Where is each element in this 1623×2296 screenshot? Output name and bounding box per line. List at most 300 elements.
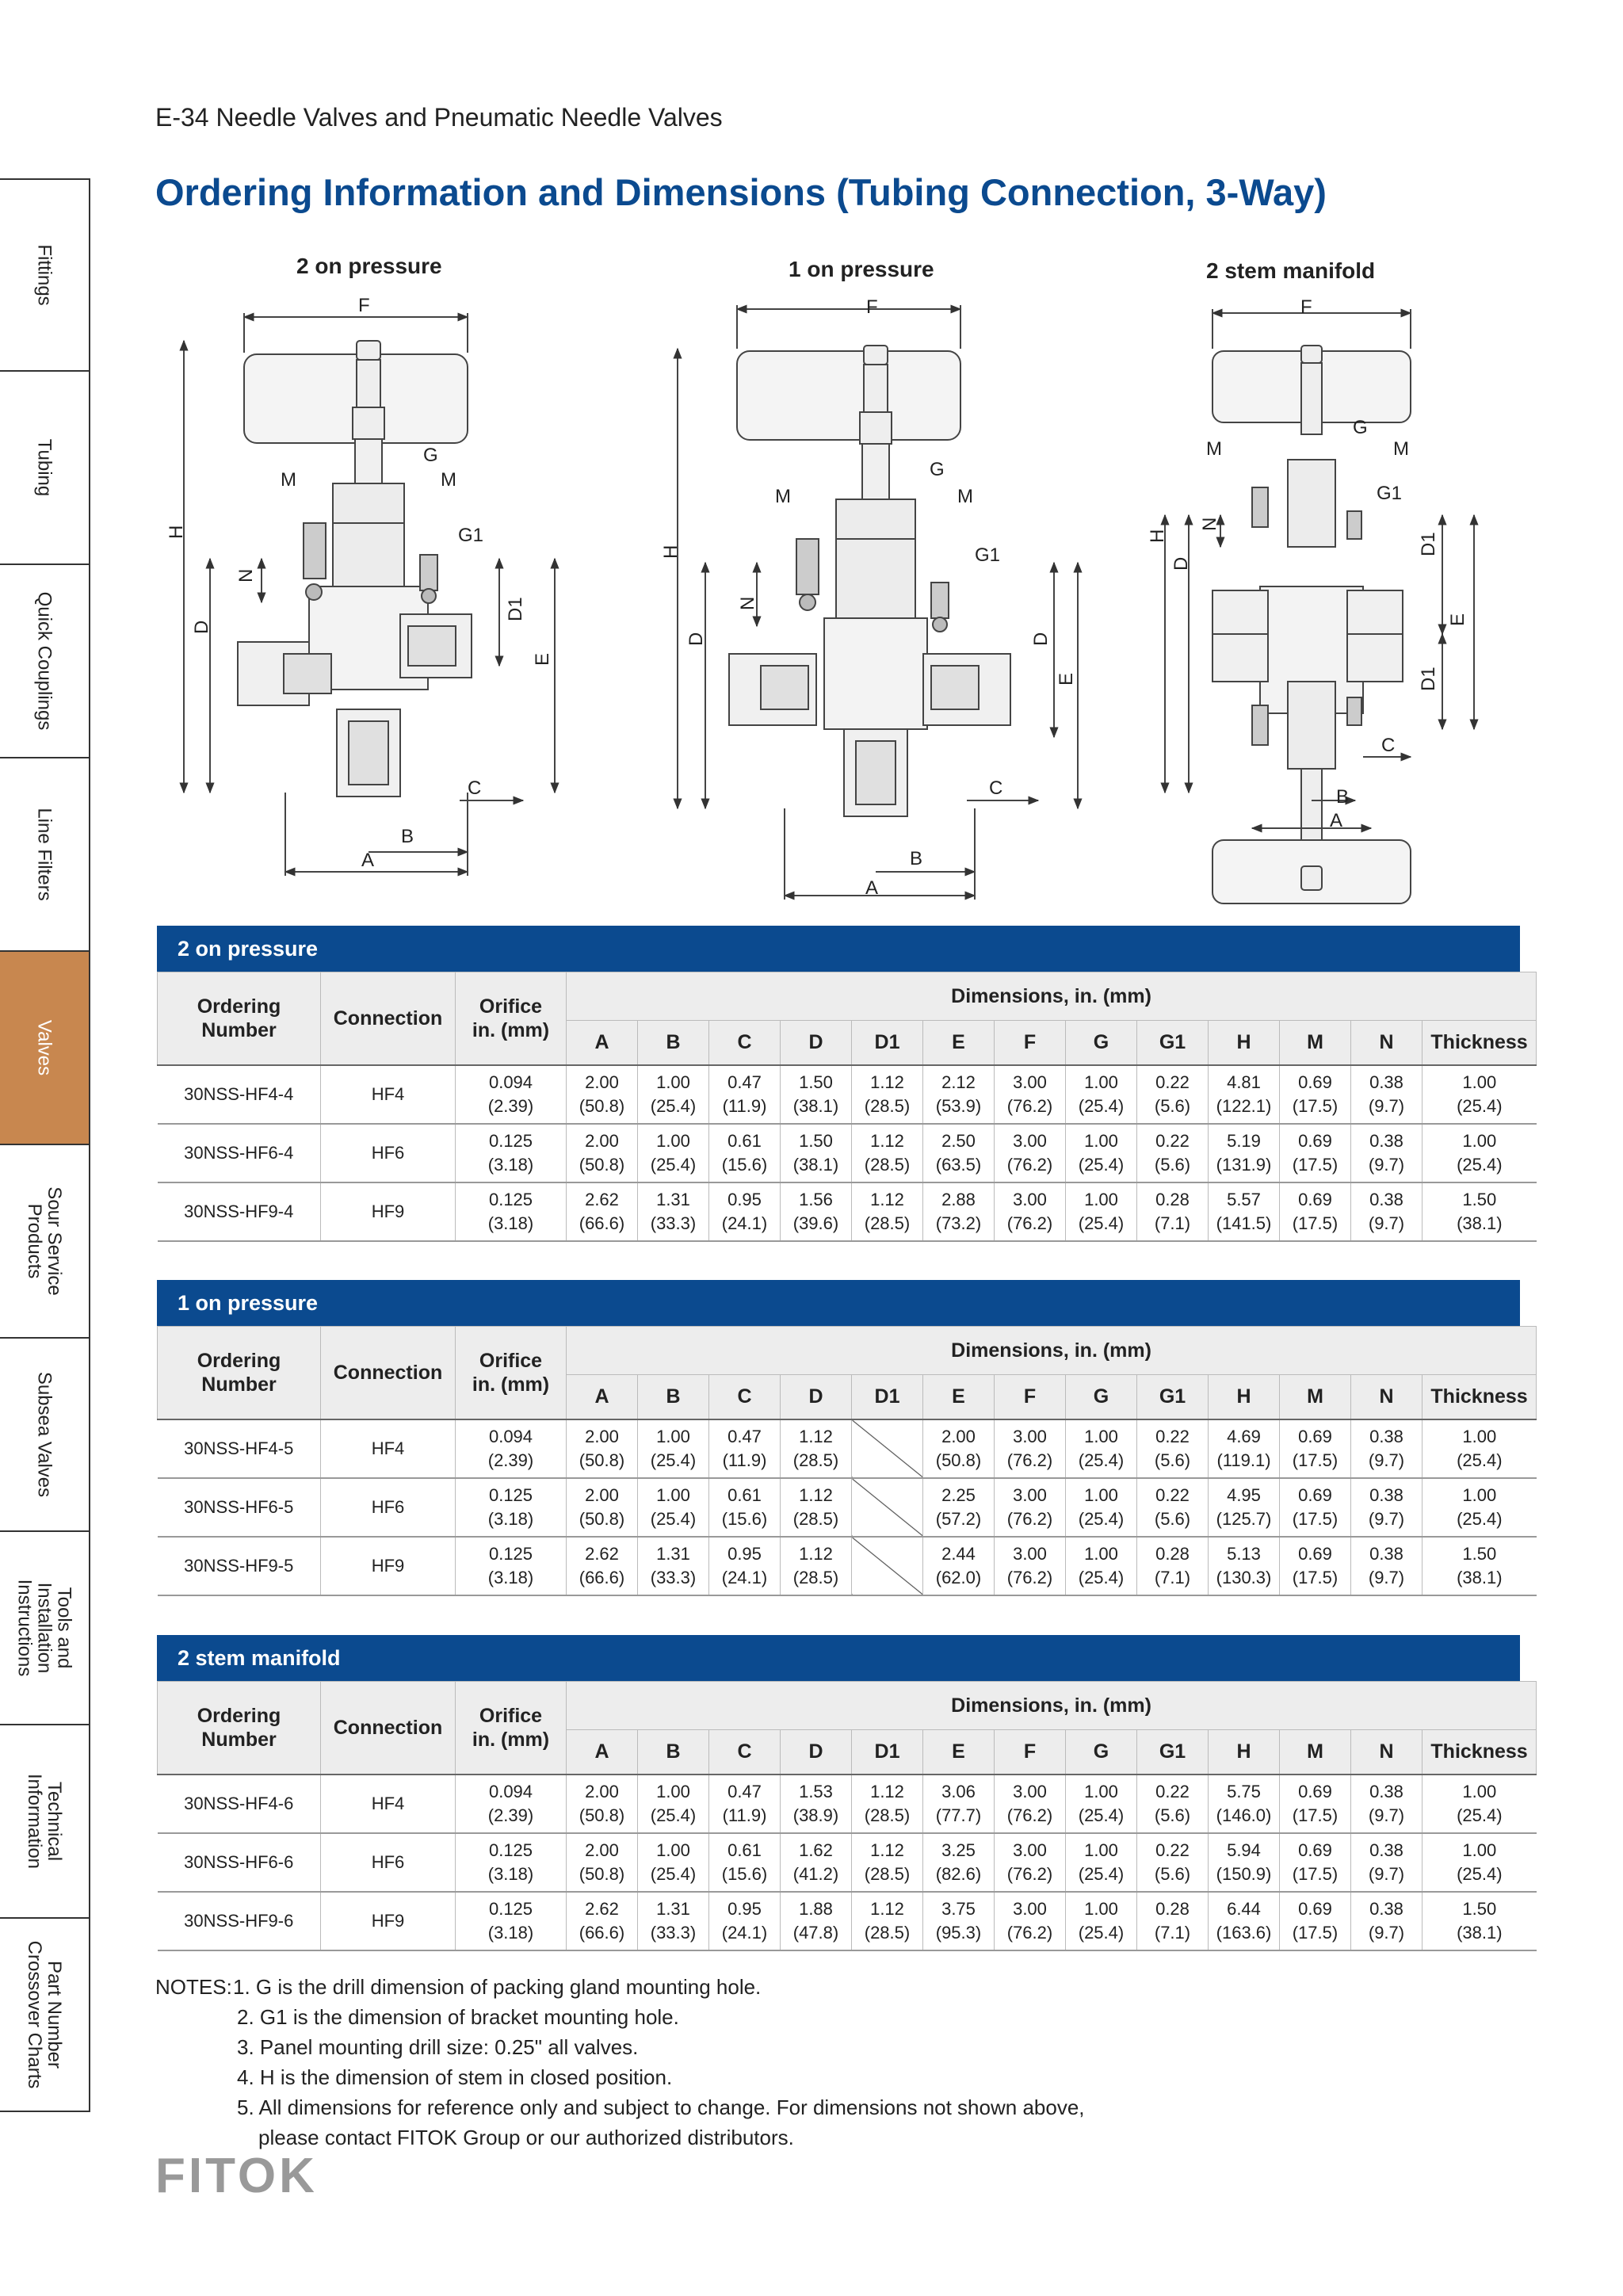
label-G1-3: G1 (1377, 483, 1403, 504)
cell-a (567, 1833, 638, 1892)
cell-value-mm: (17.5) (1292, 1155, 1338, 1175)
cell-h (1209, 1892, 1280, 1950)
label-D1-3b: D1 (1418, 667, 1439, 691)
cell-value-in: 0.69 (1298, 1782, 1332, 1801)
cell-g (1066, 1775, 1137, 1833)
cell-g (1066, 1419, 1137, 1478)
cell-connection: HF4 (321, 1419, 456, 1478)
cell-value-in: 1.00 (1084, 1131, 1118, 1151)
col-header-f: F (995, 1375, 1066, 1420)
cell-value-in: 0.125 (488, 1544, 533, 1564)
cell-value-mm: (2.39) (487, 1805, 534, 1825)
cell-b (638, 1537, 709, 1595)
cell-value-mm: (119.1) (1216, 1450, 1271, 1470)
cell-value-mm: (50.8) (579, 1155, 625, 1175)
cell-g1 (1137, 1065, 1209, 1124)
drawing-2-stem-manifold (1165, 309, 1474, 904)
col-header-f: F (995, 1730, 1066, 1775)
cell-h (1209, 1124, 1280, 1182)
cell-value-in: 1.62 (799, 1840, 833, 1860)
cell-value-mm: (25.4) (1078, 1805, 1125, 1825)
cell-e (923, 1478, 995, 1537)
cell-g (1066, 1892, 1137, 1950)
cell-d1 (852, 1833, 923, 1892)
cell-b (638, 1775, 709, 1833)
table-row (158, 1065, 1537, 1124)
cell-value-in: 1.00 (1462, 1072, 1497, 1092)
cell-d (781, 1892, 852, 1950)
cell-e (923, 1775, 995, 1833)
cell-value-mm: (25.4) (1078, 1864, 1125, 1884)
cell-connection: HF4 (321, 1065, 456, 1124)
side-tab-label: Subsea Valves (33, 1371, 55, 1498)
cell-b (638, 1478, 709, 1537)
cell-value-in: 2.44 (941, 1544, 976, 1564)
cell-value-mm: (5.6) (1154, 1864, 1191, 1884)
cell-value-mm: (76.2) (1006, 1213, 1053, 1233)
cell-value-in: 0.094 (488, 1427, 533, 1446)
cell-f (995, 1124, 1066, 1182)
cell-value-in: 1.00 (1084, 1782, 1118, 1801)
cell-value-in: 5.19 (1227, 1131, 1261, 1151)
cell-d (781, 1124, 852, 1182)
cell-value-mm: (11.9) (722, 1096, 767, 1116)
cell-e (923, 1537, 995, 1595)
cell-orifice (456, 1065, 567, 1124)
col-header-f: F (995, 1021, 1066, 1066)
cell-value-in: 1.00 (1462, 1427, 1497, 1446)
cell-value-mm: (50.8) (579, 1805, 625, 1825)
cell-value-mm: (50.8) (935, 1450, 982, 1470)
table-row (158, 1775, 1537, 1833)
cell-value-in: 2.25 (941, 1485, 976, 1505)
cell-f (995, 1537, 1066, 1595)
cell-b (638, 1065, 709, 1124)
cell-not-applicable (852, 1478, 923, 1537)
cell-value-mm: (5.6) (1154, 1450, 1191, 1470)
cell-value-mm: (9.7) (1368, 1096, 1405, 1116)
cell-value-in: 1.50 (799, 1072, 833, 1092)
label-G-2: G (930, 459, 945, 480)
cell-value-in: 1.00 (656, 1427, 690, 1446)
cell-a (567, 1124, 638, 1182)
side-tab-quick-couplings[interactable] (0, 565, 90, 758)
cell-c (709, 1892, 781, 1950)
col-header-ordering-number: Ordering Number (158, 1327, 321, 1420)
side-tab-tubing[interactable] (0, 372, 90, 565)
side-tab-label: Valves (33, 1019, 55, 1076)
cell-value-in: 1.00 (1084, 1485, 1118, 1505)
cell-value-in: 4.69 (1227, 1427, 1261, 1446)
cell-value-mm: (25.4) (1078, 1450, 1125, 1470)
cell-ordering-number: 30NSS-HF9-6 (158, 1892, 321, 1950)
side-tabs (0, 178, 92, 2112)
col-header-dimensions: Dimensions, in. (mm) (567, 1682, 1537, 1730)
cell-value-in: 1.00 (1084, 1072, 1118, 1092)
cell-value-in: 0.69 (1298, 1190, 1332, 1209)
cell-value-mm: (3.18) (487, 1509, 534, 1529)
cell-d1 (852, 1892, 923, 1950)
cell-value-mm: (17.5) (1292, 1923, 1338, 1943)
cell-e (923, 1419, 995, 1478)
cell-m (1280, 1419, 1351, 1478)
cell-value-mm: (38.1) (1457, 1213, 1503, 1233)
cell-value-mm: (3.18) (487, 1864, 534, 1884)
label-C-3: C (1381, 735, 1396, 756)
cell-value-mm: (76.2) (1006, 1864, 1053, 1884)
cell-value-mm: (5.6) (1154, 1805, 1191, 1825)
diagram-title-2-on-pressure: 2 on pressure (296, 254, 442, 278)
col-header-n: N (1351, 1375, 1423, 1420)
cell-orifice (456, 1892, 567, 1950)
cell-f (995, 1419, 1066, 1478)
page-title: Ordering Information and Dimensions (Tubing Connection, 3-Way) (155, 171, 1327, 213)
col-header-g: G (1066, 1021, 1137, 1066)
cell-value-mm: (62.0) (935, 1568, 982, 1587)
cell-value-in: 0.125 (488, 1131, 533, 1151)
cell-value-in: 0.22 (1155, 1782, 1190, 1801)
col-header-dimensions: Dimensions, in. (mm) (567, 1327, 1537, 1375)
cell-value-mm: (25.4) (1078, 1213, 1125, 1233)
cell-value-in: 3.00 (1013, 1782, 1047, 1801)
cell-a (567, 1065, 638, 1124)
side-tab-valves[interactable] (0, 952, 90, 1145)
label-C-2: C (989, 777, 1003, 799)
cell-b (638, 1419, 709, 1478)
cell-value-mm: (17.5) (1292, 1568, 1338, 1587)
label-F-3: F (1300, 296, 1312, 318)
cell-e (923, 1833, 995, 1892)
cell-value-in: 0.22 (1155, 1485, 1190, 1505)
cell-g (1066, 1065, 1137, 1124)
cell-value-mm: (25.4) (1457, 1864, 1503, 1884)
cell-value-mm: (11.9) (722, 1805, 767, 1825)
cell-c (709, 1065, 781, 1124)
cell-orifice (456, 1419, 567, 1478)
cell-orifice (456, 1478, 567, 1537)
cell-value-in: 1.31 (656, 1899, 690, 1919)
table-row (158, 1124, 1537, 1182)
cell-value-in: 0.47 (727, 1427, 762, 1446)
cell-value-in: 1.00 (656, 1072, 690, 1092)
cell-value-in: 0.69 (1298, 1544, 1332, 1564)
col-header-a: A (567, 1021, 638, 1066)
cell-value-mm: (25.4) (1078, 1155, 1125, 1175)
cell-value-in: 1.53 (799, 1782, 833, 1801)
label-D1-1: D1 (505, 597, 526, 621)
cell-a (567, 1537, 638, 1595)
cell-value-mm: (146.0) (1216, 1805, 1272, 1825)
cell-value-mm: (9.7) (1368, 1864, 1405, 1884)
cell-a (567, 1775, 638, 1833)
cell-thickness (1423, 1537, 1537, 1595)
cell-value-mm: (141.5) (1216, 1213, 1272, 1233)
cell-orifice (456, 1182, 567, 1241)
cell-value-mm: (28.5) (864, 1213, 911, 1233)
cell-value-in: 0.95 (727, 1190, 762, 1209)
cell-value-mm: (125.7) (1216, 1509, 1272, 1529)
cell-value-mm: (66.6) (579, 1923, 625, 1943)
cell-value-in: 6.44 (1227, 1899, 1261, 1919)
cell-m (1280, 1478, 1351, 1537)
cell-value-in: 4.95 (1227, 1485, 1261, 1505)
cell-h (1209, 1478, 1280, 1537)
cell-value-in: 0.125 (488, 1899, 533, 1919)
cell-ordering-number: 30NSS-HF4-4 (158, 1065, 321, 1124)
label-B-3: B (1336, 786, 1350, 808)
col-header-n: N (1351, 1730, 1423, 1775)
cell-ordering-number: 30NSS-HF6-4 (158, 1124, 321, 1182)
side-tab-technical-information[interactable] (0, 1725, 90, 1919)
cell-h (1209, 1419, 1280, 1478)
cell-ordering-number: 30NSS-HF6-5 (158, 1478, 321, 1537)
cell-value-in: 1.31 (656, 1544, 690, 1564)
cell-value-in: 0.38 (1369, 1899, 1403, 1919)
cell-value-in: 0.38 (1369, 1427, 1403, 1446)
cell-value-mm: (38.1) (1457, 1568, 1503, 1587)
cell-value-mm: (25.4) (650, 1096, 697, 1116)
side-tab-label: Fittings (33, 244, 55, 306)
cell-value-in: 0.38 (1369, 1782, 1403, 1801)
cell-d (781, 1537, 852, 1595)
label-E-1: E (532, 652, 553, 666)
cell-g (1066, 1478, 1137, 1537)
col-header-e: E (923, 1021, 995, 1066)
cell-value-mm: (33.3) (650, 1213, 697, 1233)
cell-g (1066, 1833, 1137, 1892)
cell-value-mm: (25.4) (1457, 1450, 1503, 1470)
cell-value-in: 0.69 (1298, 1427, 1332, 1446)
cell-m (1280, 1124, 1351, 1182)
cell-d (781, 1419, 852, 1478)
cell-value-mm: (25.4) (650, 1864, 697, 1884)
cell-value-mm: (9.7) (1368, 1805, 1405, 1825)
cell-f (995, 1892, 1066, 1950)
cell-value-mm: (7.1) (1154, 1568, 1191, 1587)
cell-d (781, 1182, 852, 1241)
col-header-a: A (567, 1730, 638, 1775)
cell-value-in: 1.00 (1084, 1840, 1118, 1860)
label-H-3: H (1147, 529, 1168, 543)
cell-g1 (1137, 1182, 1209, 1241)
cell-g1 (1137, 1124, 1209, 1182)
table-row (158, 1892, 1537, 1950)
cell-value-in: 3.06 (941, 1782, 976, 1801)
cell-f (995, 1182, 1066, 1241)
label-M-1a: M (281, 469, 296, 491)
cell-value-in: 1.88 (799, 1899, 833, 1919)
cell-a (567, 1892, 638, 1950)
cell-value-in: 1.12 (799, 1427, 833, 1446)
cell-value-mm: (76.2) (1006, 1096, 1053, 1116)
cell-value-mm: (53.9) (935, 1096, 982, 1116)
cell-f (995, 1478, 1066, 1537)
cell-value-in: 3.00 (1013, 1131, 1047, 1151)
side-tab-label: Sour Service Products (24, 1186, 65, 1296)
cell-ordering-number: 30NSS-HF4-6 (158, 1775, 321, 1833)
label-H-1: H (166, 525, 187, 539)
cell-value-in: 5.57 (1227, 1190, 1261, 1209)
cell-d (781, 1833, 852, 1892)
cell-value-mm: (39.6) (792, 1213, 839, 1233)
note-1: 1. G is the drill dimension of packing gland mounting hole. (233, 1975, 762, 1999)
cell-value-mm: (41.2) (792, 1864, 839, 1884)
cell-d (781, 1065, 852, 1124)
col-header-b: B (638, 1730, 709, 1775)
side-tab-label: Line Filters (33, 808, 55, 901)
cell-n (1351, 1419, 1423, 1478)
cell-n (1351, 1775, 1423, 1833)
cell-value-in: 1.50 (1462, 1190, 1497, 1209)
cell-value-mm: (25.4) (1457, 1096, 1503, 1116)
cell-g1 (1137, 1892, 1209, 1950)
cell-value-mm: (38.1) (792, 1155, 839, 1175)
cell-value-in: 2.00 (585, 1485, 619, 1505)
label-B-2: B (910, 848, 923, 869)
cell-value-in: 3.25 (941, 1840, 976, 1860)
cell-value-mm: (50.8) (579, 1509, 625, 1529)
cell-value-mm: (17.5) (1292, 1450, 1338, 1470)
cell-ordering-number: 30NSS-HF4-5 (158, 1419, 321, 1478)
cell-value-mm: (82.6) (935, 1864, 982, 1884)
cell-value-mm: (25.4) (1457, 1509, 1503, 1529)
col-header-d: D (781, 1375, 852, 1420)
cell-value-in: 3.00 (1013, 1072, 1047, 1092)
cell-value-mm: (9.7) (1368, 1923, 1405, 1943)
col-header-orifice: Orifice in. (mm) (456, 972, 567, 1066)
cell-m (1280, 1537, 1351, 1595)
label-A-3: A (1330, 810, 1343, 831)
cell-value-in: 1.00 (656, 1840, 690, 1860)
side-tab-fittings[interactable] (0, 178, 90, 372)
cell-e (923, 1182, 995, 1241)
label-M-3b: M (1393, 438, 1409, 460)
col-header-thickness: Thickness (1423, 1730, 1537, 1775)
table-1-on-pressure (157, 1280, 1528, 1596)
label-G-3: G (1353, 417, 1368, 438)
label-C-1: C (468, 777, 482, 799)
cell-value-mm: (131.9) (1216, 1155, 1272, 1175)
cell-b (638, 1124, 709, 1182)
cell-value-in: 0.69 (1298, 1485, 1332, 1505)
cell-e (923, 1892, 995, 1950)
cell-g1 (1137, 1537, 1209, 1595)
cell-value-in: 5.13 (1227, 1544, 1261, 1564)
label-N-2: N (737, 596, 758, 610)
cell-value-in: 2.62 (585, 1190, 619, 1209)
cell-value-in: 0.38 (1369, 1131, 1403, 1151)
cell-value-mm: (24.1) (721, 1568, 768, 1587)
cell-ordering-number: 30NSS-HF6-6 (158, 1833, 321, 1892)
cell-value-mm: (17.5) (1292, 1509, 1338, 1529)
cell-value-in: 1.31 (656, 1190, 690, 1209)
cell-value-in: 1.00 (656, 1131, 690, 1151)
cell-value-in: 1.00 (656, 1782, 690, 1801)
cell-value-in: 0.28 (1155, 1899, 1190, 1919)
col-header-dimensions: Dimensions, in. (mm) (567, 972, 1537, 1021)
label-F-2: F (866, 296, 878, 318)
cell-value-in: 1.50 (799, 1131, 833, 1151)
side-tab-sour-service-products[interactable] (0, 1145, 90, 1339)
cell-value-mm: (17.5) (1292, 1213, 1338, 1233)
drawing-2-on-pressure (184, 313, 555, 876)
cell-value-mm: (50.8) (579, 1864, 625, 1884)
cell-a (567, 1182, 638, 1241)
cell-g1 (1137, 1833, 1209, 1892)
side-tab-part-number-crossover-charts[interactable] (0, 1919, 90, 2112)
cell-value-in: 1.00 (1462, 1782, 1497, 1801)
cell-value-in: 0.22 (1155, 1072, 1190, 1092)
col-header-connection: Connection (321, 1682, 456, 1775)
cell-connection: HF4 (321, 1775, 456, 1833)
cell-value-mm: (28.5) (864, 1805, 911, 1825)
side-tab-line-filters[interactable] (0, 758, 90, 952)
cell-value-mm: (24.1) (721, 1923, 768, 1943)
cell-value-mm: (38.1) (792, 1096, 839, 1116)
cell-value-in: 1.12 (870, 1840, 904, 1860)
cell-value-in: 0.094 (488, 1072, 533, 1092)
cell-value-mm: (2.39) (487, 1096, 534, 1116)
cell-b (638, 1892, 709, 1950)
cell-e (923, 1124, 995, 1182)
cell-value-mm: (9.7) (1368, 1155, 1405, 1175)
side-tab-subsea-valves[interactable] (0, 1339, 90, 1532)
cell-value-mm: (17.5) (1292, 1864, 1338, 1884)
cell-value-mm: (25.4) (1078, 1923, 1125, 1943)
cell-value-in: 2.50 (941, 1131, 976, 1151)
cell-n (1351, 1182, 1423, 1241)
label-D-2: D (685, 632, 707, 646)
col-header-g1: G1 (1137, 1730, 1209, 1775)
col-header-d1: D1 (852, 1730, 923, 1775)
cell-value-in: 3.00 (1013, 1190, 1047, 1209)
side-tab-label: Tubing (33, 438, 55, 497)
cell-not-applicable (852, 1537, 923, 1595)
cell-value-mm: (76.2) (1006, 1509, 1053, 1529)
cell-value-in: 0.61 (727, 1840, 762, 1860)
col-header-b: B (638, 1375, 709, 1420)
table-title: 2 on pressure (157, 926, 1520, 972)
label-A-1: A (361, 850, 375, 871)
label-N-3: N (1199, 517, 1220, 531)
side-tab-label: Technical Information (24, 1773, 65, 1870)
fitok-logo: FITOK (155, 2149, 318, 2203)
side-tab-tools-and-installation-instructions[interactable] (0, 1532, 90, 1725)
label-D-2b: D (1030, 632, 1052, 646)
cell-c (709, 1537, 781, 1595)
cell-value-mm: (9.7) (1368, 1213, 1405, 1233)
cell-value-mm: (25.4) (650, 1155, 697, 1175)
cell-b (638, 1182, 709, 1241)
table-row (158, 1833, 1537, 1892)
cell-n (1351, 1892, 1423, 1950)
cell-value-in: 2.62 (585, 1899, 619, 1919)
cell-value-mm: (33.3) (650, 1923, 697, 1943)
label-H-2: H (660, 544, 682, 559)
cell-value-in: 1.00 (1084, 1427, 1118, 1446)
label-A-2: A (865, 877, 879, 899)
cell-value-in: 0.22 (1155, 1427, 1190, 1446)
col-header-c: C (709, 1021, 781, 1066)
cell-value-in: 1.00 (1462, 1485, 1497, 1505)
cell-value-mm: (130.3) (1216, 1568, 1272, 1587)
cell-thickness (1423, 1065, 1537, 1124)
note-2: 2. G1 is the dimension of bracket mounting hole. (237, 2005, 679, 2029)
cell-orifice (456, 1537, 567, 1595)
cell-value-mm: (28.5) (864, 1864, 911, 1884)
diagram-title-2-stem-manifold: 2 stem manifold (1206, 258, 1376, 283)
label-B-1: B (401, 826, 414, 847)
